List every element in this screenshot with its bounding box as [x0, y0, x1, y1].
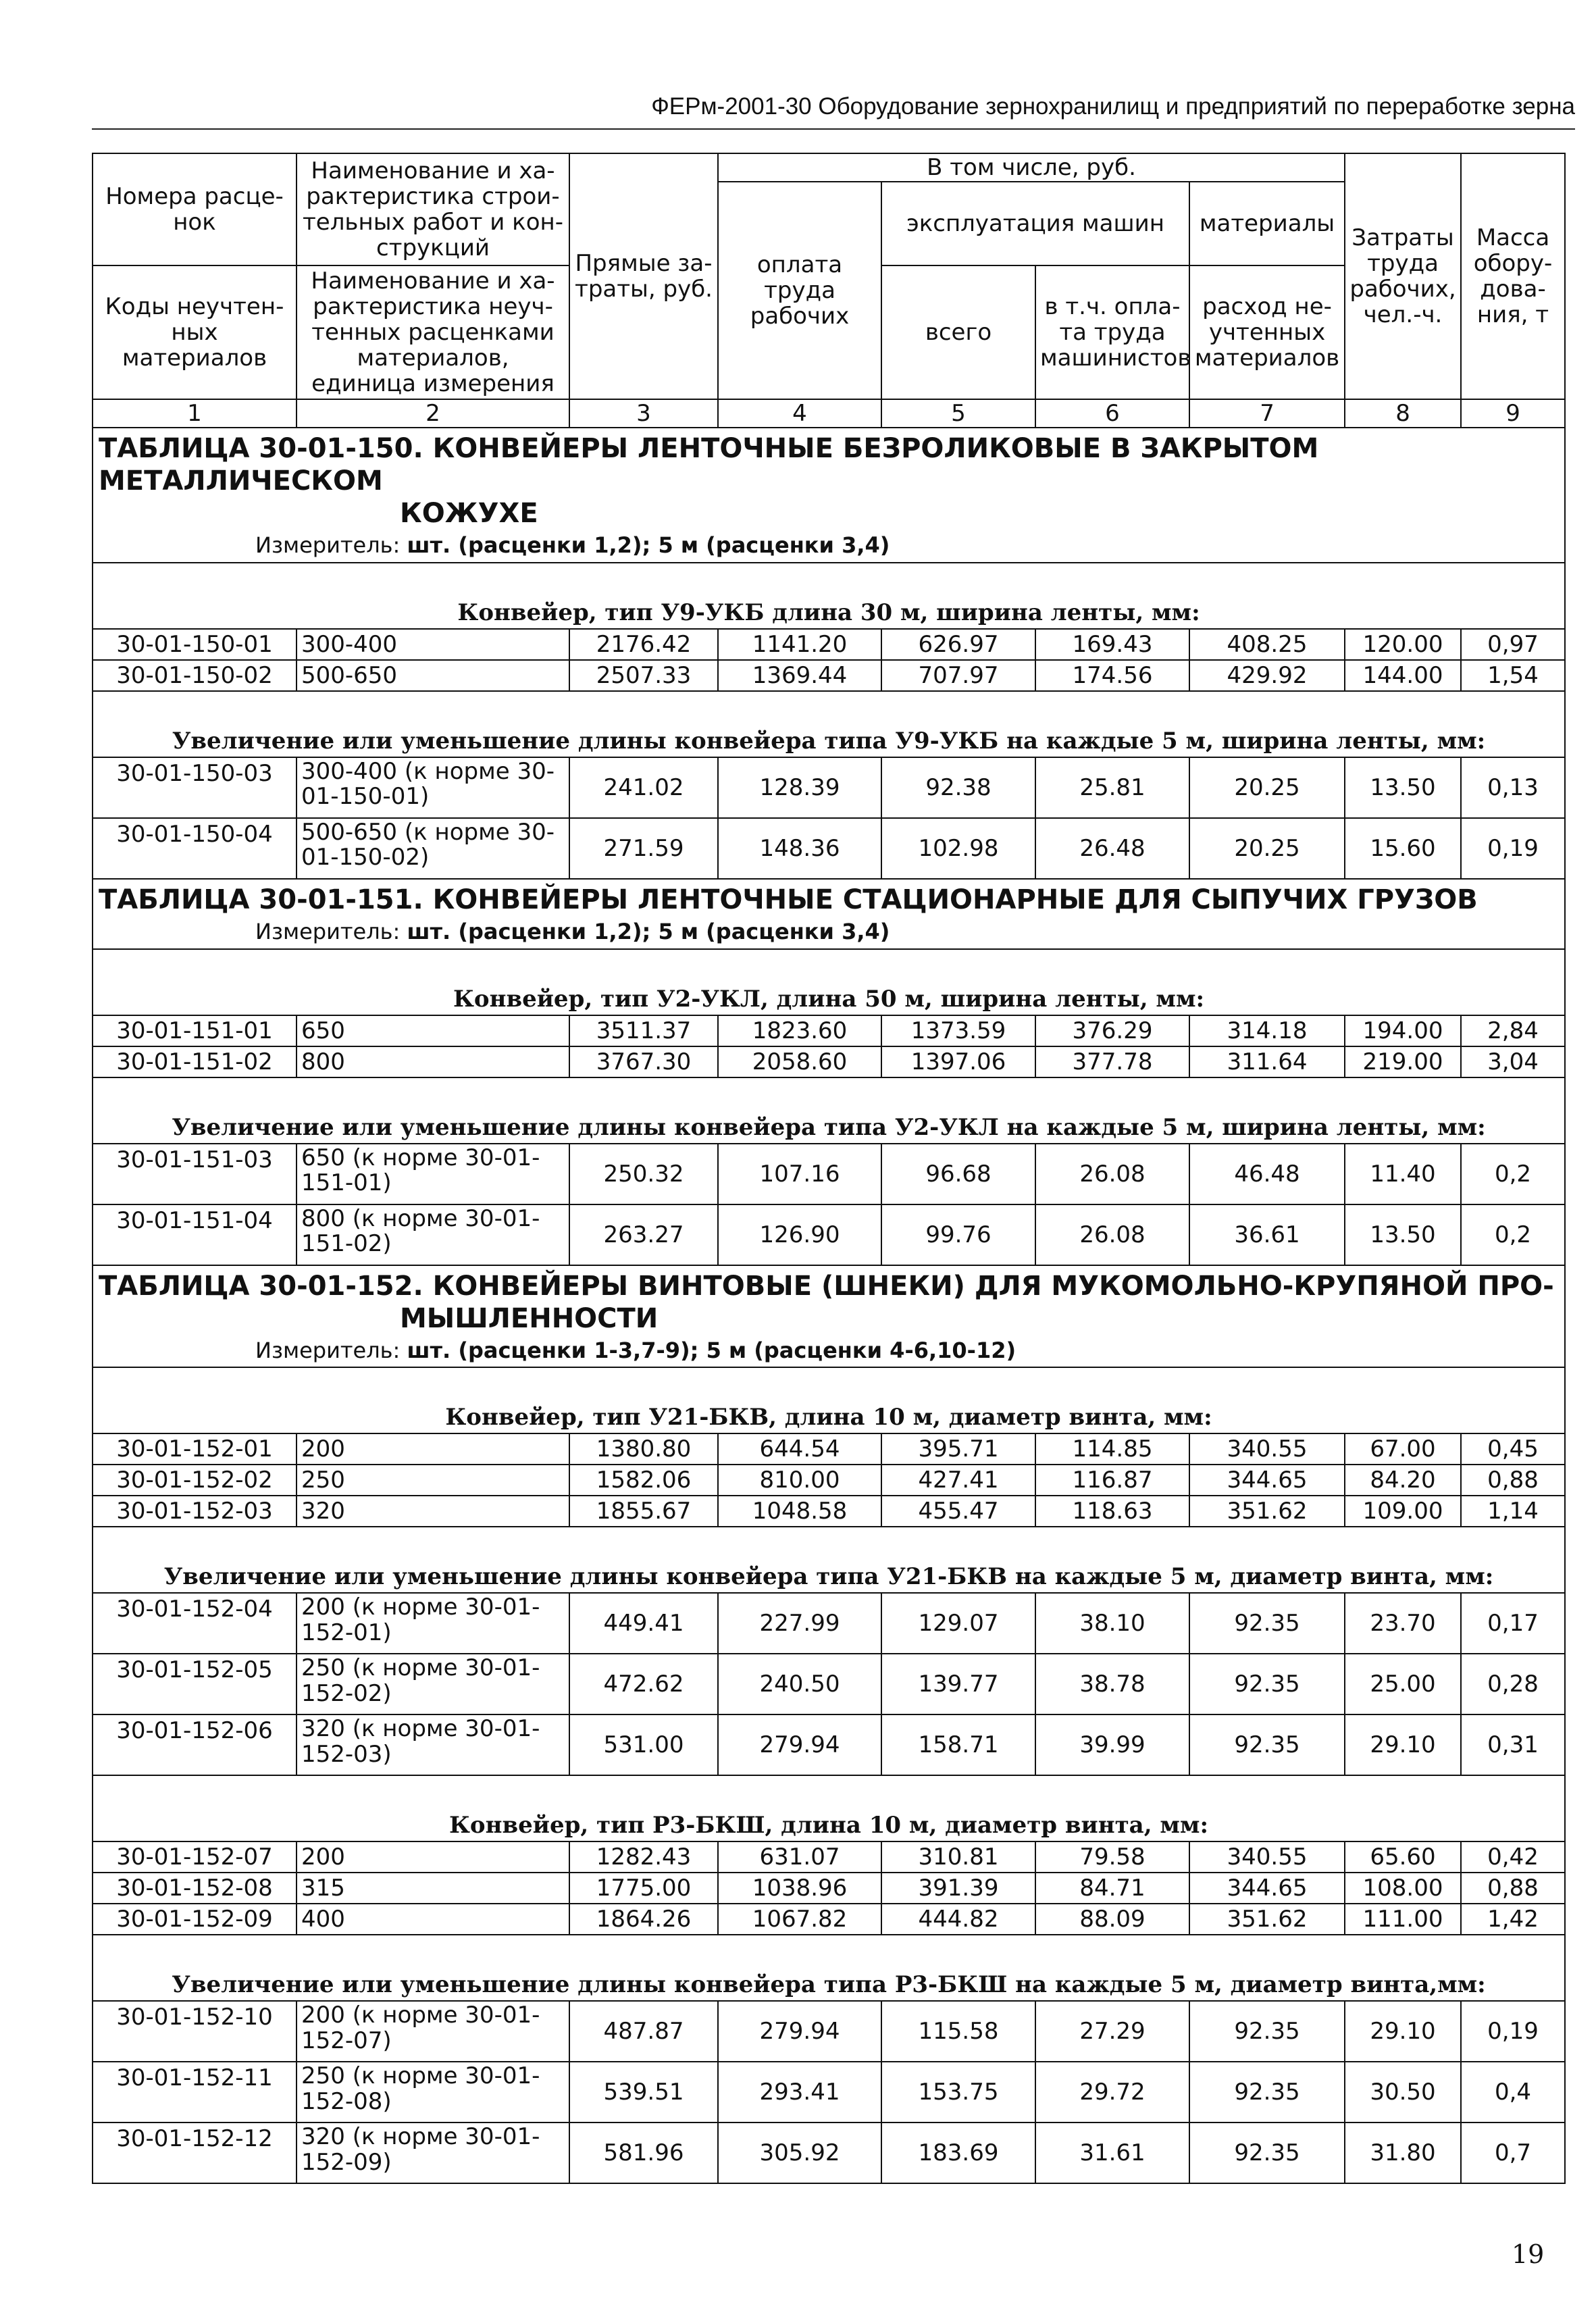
value-driver: 38.10 [1035, 1593, 1189, 1654]
group-title: Увеличение или уменьшение длины конвейера типа Р3-БКШ на каждые 5 м, диаметр винта,мм: [93, 1969, 1565, 2001]
value-mass: 0,19 [1461, 818, 1565, 879]
table-row [93, 1714, 1565, 1775]
value-driver: 26.48 [1035, 818, 1189, 879]
work-name: 250 (к норме 30-01-152-08) [297, 2062, 569, 2123]
rate-code: 30-01-152-02 [93, 1465, 297, 1496]
value-mass: 0,31 [1461, 1714, 1565, 1775]
meter-value: шт. (расценки 1,2); 5 м (расценки 3,4) [407, 918, 890, 944]
group-spacer-cell [93, 563, 1565, 597]
group-spacer [93, 563, 1565, 597]
meter [93, 1335, 1565, 1368]
table-row [93, 1046, 1565, 1077]
rate-code: 30-01-151-02 [93, 1046, 297, 1077]
value-mass: 2,84 [1461, 1015, 1565, 1046]
col-header-materials: материалы [1189, 182, 1345, 265]
meter-row [93, 1335, 1565, 1368]
value-mat: 92.35 [1189, 1654, 1345, 1714]
work-name: 650 [297, 1015, 569, 1046]
group-spacer [93, 1077, 1565, 1112]
value-driver: 88.09 [1035, 1904, 1189, 1935]
rate-code: 30-01-150-02 [93, 660, 297, 691]
meter-label: Измеритель: [255, 1337, 401, 1363]
value-driver: 174.56 [1035, 660, 1189, 691]
col-header-mass: Масса обору-дова-ния, т [1461, 153, 1565, 399]
value-total: 153.75 [881, 2062, 1035, 2123]
col-header-unaccounted: расход не-учтенных материалов [1189, 265, 1345, 399]
rate-code: 30-01-151-04 [93, 1204, 297, 1265]
group-spacer-cell [93, 1367, 1565, 1402]
value-labor-pay: 293.41 [718, 2062, 881, 2123]
value-mat: 92.35 [1189, 1714, 1345, 1775]
value-driver: 114.85 [1035, 1433, 1189, 1465]
value-labor: 31.80 [1345, 2123, 1461, 2183]
group-spacer-cell [93, 691, 1565, 726]
rate-code: 30-01-152-03 [93, 1496, 297, 1527]
value-labor: 25.00 [1345, 1654, 1461, 1714]
value-labor: 109.00 [1345, 1496, 1461, 1527]
value-total: 455.47 [881, 1496, 1035, 1527]
meter [93, 530, 1565, 563]
work-name: 300-400 [297, 629, 569, 660]
table-row [93, 2062, 1565, 2123]
value-labor: 15.60 [1345, 818, 1461, 879]
value-direct: 1775.00 [569, 1873, 718, 1904]
value-direct: 263.27 [569, 1204, 718, 1265]
meter-row [93, 530, 1565, 563]
value-driver: 79.58 [1035, 1841, 1189, 1873]
group-title: Увеличение или уменьшение длины конвейера типа У21-БКВ на каждые 5 м, диаметр винта, мм: [93, 1561, 1565, 1593]
work-name: 800 (к норме 30-01-151-02) [297, 1204, 569, 1265]
group-spacer [93, 1935, 1565, 1969]
work-name: 650 (к норме 30-01-151-01) [297, 1144, 569, 1204]
value-mat: 340.55 [1189, 1841, 1345, 1873]
meter-value: шт. (расценки 1,2); 5 м (расценки 3,4) [407, 532, 890, 558]
value-mass: 0,45 [1461, 1433, 1565, 1465]
value-driver: 377.78 [1035, 1046, 1189, 1077]
value-labor-pay: 126.90 [718, 1204, 881, 1265]
table-row [93, 1144, 1565, 1204]
value-total: 183.69 [881, 2123, 1035, 2183]
value-direct: 2507.33 [569, 660, 718, 691]
value-direct: 1282.43 [569, 1841, 718, 1873]
value-labor: 29.10 [1345, 1714, 1461, 1775]
work-name: 250 [297, 1465, 569, 1496]
rate-code: 30-01-152-08 [93, 1873, 297, 1904]
table-title-row [93, 879, 1565, 916]
value-labor-pay: 227.99 [718, 1593, 881, 1654]
value-driver: 169.43 [1035, 629, 1189, 660]
value-total: 129.07 [881, 1593, 1035, 1654]
rate-code: 30-01-152-09 [93, 1904, 297, 1935]
value-direct: 250.32 [569, 1144, 718, 1204]
value-labor: 84.20 [1345, 1465, 1461, 1496]
table-row [93, 1654, 1565, 1714]
value-mat: 36.61 [1189, 1204, 1345, 1265]
table-row [93, 1465, 1565, 1496]
table-row [93, 1841, 1565, 1873]
running-title: ФЕРм-2001-30 Оборудование зернохранилищ и предприятий по переработке зерна [651, 93, 1575, 120]
column-number: 4 [718, 399, 881, 428]
table-title-continuation: МЫШЛЕННОСТИ [400, 1302, 659, 1334]
column-number: 2 [297, 399, 569, 428]
value-labor: 30.50 [1345, 2062, 1461, 2123]
col-header-labor: Затраты труда рабочих, чел.-ч. [1345, 153, 1461, 399]
value-mat: 408.25 [1189, 629, 1345, 660]
value-mat: 92.35 [1189, 1593, 1345, 1654]
header-rule [92, 128, 1575, 130]
value-mass: 0,88 [1461, 1465, 1565, 1496]
value-labor: 120.00 [1345, 629, 1461, 660]
table-title [93, 428, 1565, 530]
table-title-row [93, 428, 1565, 530]
value-labor-pay: 107.16 [718, 1144, 881, 1204]
value-driver: 84.71 [1035, 1873, 1189, 1904]
page-number: 19 [1512, 2239, 1545, 2269]
value-mass: 0,4 [1461, 2062, 1565, 2123]
group-spacer-cell [93, 1077, 1565, 1112]
rate-code: 30-01-152-12 [93, 2123, 297, 2183]
table-row [93, 1496, 1565, 1527]
col-header-total: всего [881, 265, 1035, 399]
value-mat: 20.25 [1189, 757, 1345, 818]
group-title-row [93, 1561, 1565, 1593]
table-row [93, 629, 1565, 660]
value-total: 391.39 [881, 1873, 1035, 1904]
rate-code: 30-01-152-10 [93, 2001, 297, 2062]
group-title-row [93, 1402, 1565, 1433]
table-title-text: ТАБЛИЦА 30-01-152. КОНВЕЙЕРЫ ВИНТОВЫЕ (ШНЕКИ) ДЛЯ МУКОМОЛЬНО-КРУПЯНОЙ ПРО- [99, 1270, 1554, 1302]
value-mass: 0,2 [1461, 1204, 1565, 1265]
meter-label: Измеритель: [255, 532, 401, 558]
work-name: 400 [297, 1904, 569, 1935]
col-header-name-materials: Наименование и ха-рактеристика неуч-тенных расценками материалов, единица измерения [297, 265, 569, 399]
value-direct: 3511.37 [569, 1015, 718, 1046]
value-labor-pay: 1067.82 [718, 1904, 881, 1935]
work-name: 300-400 (к норме 30-01-150-01) [297, 757, 569, 818]
value-mat: 20.25 [1189, 818, 1345, 879]
value-total: 99.76 [881, 1204, 1035, 1265]
rate-code: 30-01-150-03 [93, 757, 297, 818]
value-driver: 31.61 [1035, 2123, 1189, 2183]
work-name: 320 (к норме 30-01-152-09) [297, 2123, 569, 2183]
value-labor-pay: 2058.60 [718, 1046, 881, 1077]
value-direct: 271.59 [569, 818, 718, 879]
value-labor-pay: 1038.96 [718, 1873, 881, 1904]
table-row [93, 757, 1565, 818]
value-mat: 344.65 [1189, 1465, 1345, 1496]
group-title-row [93, 597, 1565, 629]
value-labor-pay: 810.00 [718, 1465, 881, 1496]
group-title: Конвейер, тип У2-УКЛ, длина 50 м, ширина ленты, мм: [93, 984, 1565, 1015]
group-spacer-cell [93, 1527, 1565, 1561]
column-number: 8 [1345, 399, 1461, 428]
table-row [93, 1204, 1565, 1265]
work-name: 250 (к норме 30-01-152-02) [297, 1654, 569, 1714]
group-title: Конвейер, тип Р3-БКШ, длина 10 м, диаметр винта, мм: [93, 1810, 1565, 1841]
value-mat: 92.35 [1189, 2001, 1345, 2062]
rate-code: 30-01-152-07 [93, 1841, 297, 1873]
rate-code: 30-01-152-06 [93, 1714, 297, 1775]
col-header-driver-pay: в т.ч. опла-та труда машинистов [1035, 265, 1189, 399]
value-direct: 487.87 [569, 2001, 718, 2062]
col-header-labor-pay: оплата труда рабочих [718, 182, 881, 399]
group-title: Конвейер, тип У21-БКВ, длина 10 м, диаметр винта, мм: [93, 1402, 1565, 1433]
value-driver: 38.78 [1035, 1654, 1189, 1714]
value-mass: 3,04 [1461, 1046, 1565, 1077]
value-mat: 314.18 [1189, 1015, 1345, 1046]
meter-label: Измеритель: [255, 918, 401, 944]
rate-code: 30-01-152-04 [93, 1593, 297, 1654]
value-total: 158.71 [881, 1714, 1035, 1775]
value-labor-pay: 1823.60 [718, 1015, 881, 1046]
rate-code: 30-01-151-01 [93, 1015, 297, 1046]
group-title-row [93, 726, 1565, 757]
work-name: 315 [297, 1873, 569, 1904]
table-row [93, 660, 1565, 691]
column-number: 1 [93, 399, 297, 428]
value-labor-pay: 1141.20 [718, 629, 881, 660]
value-mass: 1,42 [1461, 1904, 1565, 1935]
value-labor: 111.00 [1345, 1904, 1461, 1935]
column-number: 5 [881, 399, 1035, 428]
value-total: 102.98 [881, 818, 1035, 879]
work-name: 500-650 [297, 660, 569, 691]
value-mat: 311.64 [1189, 1046, 1345, 1077]
value-labor: 108.00 [1345, 1873, 1461, 1904]
value-total: 626.97 [881, 629, 1035, 660]
value-labor: 29.10 [1345, 2001, 1461, 2062]
value-total: 139.77 [881, 1654, 1035, 1714]
value-mat: 351.62 [1189, 1496, 1345, 1527]
value-total: 395.71 [881, 1433, 1035, 1465]
value-mat: 351.62 [1189, 1904, 1345, 1935]
value-mass: 0,17 [1461, 1593, 1565, 1654]
group-spacer-cell [93, 1935, 1565, 1969]
value-labor: 11.40 [1345, 1144, 1461, 1204]
value-labor-pay: 279.94 [718, 2001, 881, 2062]
table-title-continuation: КОЖУХЕ [400, 498, 538, 529]
value-labor-pay: 305.92 [718, 2123, 881, 2183]
value-mass: 0,42 [1461, 1841, 1565, 1873]
col-header-direct: Прямые за-траты, руб. [569, 153, 718, 399]
rate-code: 30-01-152-05 [93, 1654, 297, 1714]
col-header-machines: эксплуатация машин [881, 182, 1189, 265]
value-mass: 0,97 [1461, 629, 1565, 660]
meter-row [93, 916, 1565, 949]
value-direct: 1380.80 [569, 1433, 718, 1465]
rates-table-container [92, 153, 1564, 2184]
header-row-1 [93, 153, 1565, 182]
group-title: Конвейер, тип У9-УКБ длина 30 м, ширина ленты, мм: [93, 597, 1565, 629]
value-driver: 118.63 [1035, 1496, 1189, 1527]
group-spacer [93, 691, 1565, 726]
value-labor-pay: 631.07 [718, 1841, 881, 1873]
column-numbers-row [93, 399, 1565, 428]
value-total: 92.38 [881, 757, 1035, 818]
table-row [93, 1593, 1565, 1654]
value-driver: 26.08 [1035, 1204, 1189, 1265]
table-row [93, 818, 1565, 879]
group-title-row [93, 1810, 1565, 1841]
value-direct: 2176.42 [569, 629, 718, 660]
value-driver: 116.87 [1035, 1465, 1189, 1496]
value-mass: 0,13 [1461, 757, 1565, 818]
group-title-row [93, 1969, 1565, 2001]
value-mass: 0,7 [1461, 2123, 1565, 2183]
value-labor-pay: 1369.44 [718, 660, 881, 691]
value-mat: 92.35 [1189, 2123, 1345, 2183]
value-driver: 29.72 [1035, 2062, 1189, 2123]
column-number: 7 [1189, 399, 1345, 428]
value-mat: 429.92 [1189, 660, 1345, 691]
value-labor-pay: 279.94 [718, 1714, 881, 1775]
value-total: 310.81 [881, 1841, 1035, 1873]
value-labor: 23.70 [1345, 1593, 1461, 1654]
group-spacer [93, 1775, 1565, 1810]
rate-code: 30-01-152-01 [93, 1433, 297, 1465]
work-name: 200 [297, 1841, 569, 1873]
group-title: Увеличение или уменьшение длины конвейера типа У9-УКБ на каждые 5 м, ширина ленты, мм: [93, 726, 1565, 757]
value-direct: 539.51 [569, 2062, 718, 2123]
rate-code: 30-01-151-03 [93, 1144, 297, 1204]
value-total: 444.82 [881, 1904, 1035, 1935]
value-labor-pay: 1048.58 [718, 1496, 881, 1527]
value-direct: 1582.06 [569, 1465, 718, 1496]
value-labor-pay: 644.54 [718, 1433, 881, 1465]
work-name: 800 [297, 1046, 569, 1077]
group-spacer [93, 1367, 1565, 1402]
work-name: 200 (к норме 30-01-152-07) [297, 2001, 569, 2062]
value-mass: 0,88 [1461, 1873, 1565, 1904]
group-spacer [93, 1527, 1565, 1561]
value-labor: 65.60 [1345, 1841, 1461, 1873]
value-direct: 472.62 [569, 1654, 718, 1714]
value-mat: 340.55 [1189, 1433, 1345, 1465]
value-labor: 144.00 [1345, 660, 1461, 691]
value-labor: 219.00 [1345, 1046, 1461, 1077]
meter [93, 916, 1565, 949]
rate-code: 30-01-150-04 [93, 818, 297, 879]
table-row [93, 2001, 1565, 2062]
rates-table [92, 153, 1566, 2184]
group-title-row [93, 1112, 1565, 1144]
value-labor-pay: 148.36 [718, 818, 881, 879]
value-driver: 376.29 [1035, 1015, 1189, 1046]
table-title [93, 1265, 1565, 1335]
group-title-row [93, 984, 1565, 1015]
group-spacer-cell [93, 1775, 1565, 1810]
table-row [93, 1015, 1565, 1046]
table-title-text: ТАБЛИЦА 30-01-151. КОНВЕЙЕРЫ ЛЕНТОЧНЫЕ СТАЦИОНАРНЫЕ ДЛЯ СЫПУЧИХ ГРУЗОВ [99, 884, 1478, 915]
table-title-row [93, 1265, 1565, 1335]
table-row [93, 1904, 1565, 1935]
work-name: 500-650 (к норме 30-01-150-02) [297, 818, 569, 879]
work-name: 320 (к норме 30-01-152-03) [297, 1714, 569, 1775]
value-mat: 344.65 [1189, 1873, 1345, 1904]
column-number: 3 [569, 399, 718, 428]
work-name: 200 (к норме 30-01-152-01) [297, 1593, 569, 1654]
table-title-text: ТАБЛИЦА 30-01-150. КОНВЕЙЕРЫ ЛЕНТОЧНЫЕ БЕЗРОЛИКОВЫЕ В ЗАКРЫТОМ МЕТАЛЛИЧЕСКОМ [99, 433, 1319, 497]
value-mass: 1,54 [1461, 660, 1565, 691]
value-mass: 0,19 [1461, 2001, 1565, 2062]
value-labor-pay: 240.50 [718, 1654, 881, 1714]
value-mat: 46.48 [1189, 1144, 1345, 1204]
table-row [93, 2123, 1565, 2183]
rate-code: 30-01-150-01 [93, 629, 297, 660]
value-mass: 0,2 [1461, 1144, 1565, 1204]
value-direct: 581.96 [569, 2123, 718, 2183]
col-header-name: Наименование и ха-рактеристика строи-тельных работ и кон-струкций [297, 153, 569, 265]
value-total: 1397.06 [881, 1046, 1035, 1077]
col-header-incl: В том числе, руб. [718, 153, 1345, 182]
value-total: 427.41 [881, 1465, 1035, 1496]
value-direct: 449.41 [569, 1593, 718, 1654]
value-driver: 25.81 [1035, 757, 1189, 818]
value-driver: 39.99 [1035, 1714, 1189, 1775]
rate-code: 30-01-152-11 [93, 2062, 297, 2123]
value-labor: 13.50 [1345, 757, 1461, 818]
meter-value: шт. (расценки 1-3,7-9); 5 м (расценки 4-6,10-12) [407, 1337, 1016, 1363]
value-direct: 241.02 [569, 757, 718, 818]
value-labor-pay: 128.39 [718, 757, 881, 818]
work-name: 320 [297, 1496, 569, 1527]
value-driver: 27.29 [1035, 2001, 1189, 2062]
value-mass: 0,28 [1461, 1654, 1565, 1714]
value-direct: 1864.26 [569, 1904, 718, 1935]
col-header-code: Номера расце-нок [93, 153, 297, 265]
value-mass: 1,14 [1461, 1496, 1565, 1527]
col-header-code-materials: Коды неучтен-ных материалов [93, 265, 297, 399]
value-labor: 13.50 [1345, 1204, 1461, 1265]
value-labor: 194.00 [1345, 1015, 1461, 1046]
group-spacer-cell [93, 949, 1565, 984]
column-number: 6 [1035, 399, 1189, 428]
value-driver: 26.08 [1035, 1144, 1189, 1204]
value-direct: 531.00 [569, 1714, 718, 1775]
value-direct: 3767.30 [569, 1046, 718, 1077]
value-labor: 67.00 [1345, 1433, 1461, 1465]
table-row [93, 1873, 1565, 1904]
column-number: 9 [1461, 399, 1565, 428]
value-total: 707.97 [881, 660, 1035, 691]
value-mat: 92.35 [1189, 2062, 1345, 2123]
value-total: 1373.59 [881, 1015, 1035, 1046]
value-total: 115.58 [881, 2001, 1035, 2062]
work-name: 200 [297, 1433, 569, 1465]
value-total: 96.68 [881, 1144, 1035, 1204]
table-row [93, 1433, 1565, 1465]
group-title: Увеличение или уменьшение длины конвейера типа У2-УКЛ на каждые 5 м, ширина ленты, мм: [93, 1112, 1565, 1144]
group-spacer [93, 949, 1565, 984]
table-title [93, 879, 1565, 916]
value-direct: 1855.67 [569, 1496, 718, 1527]
